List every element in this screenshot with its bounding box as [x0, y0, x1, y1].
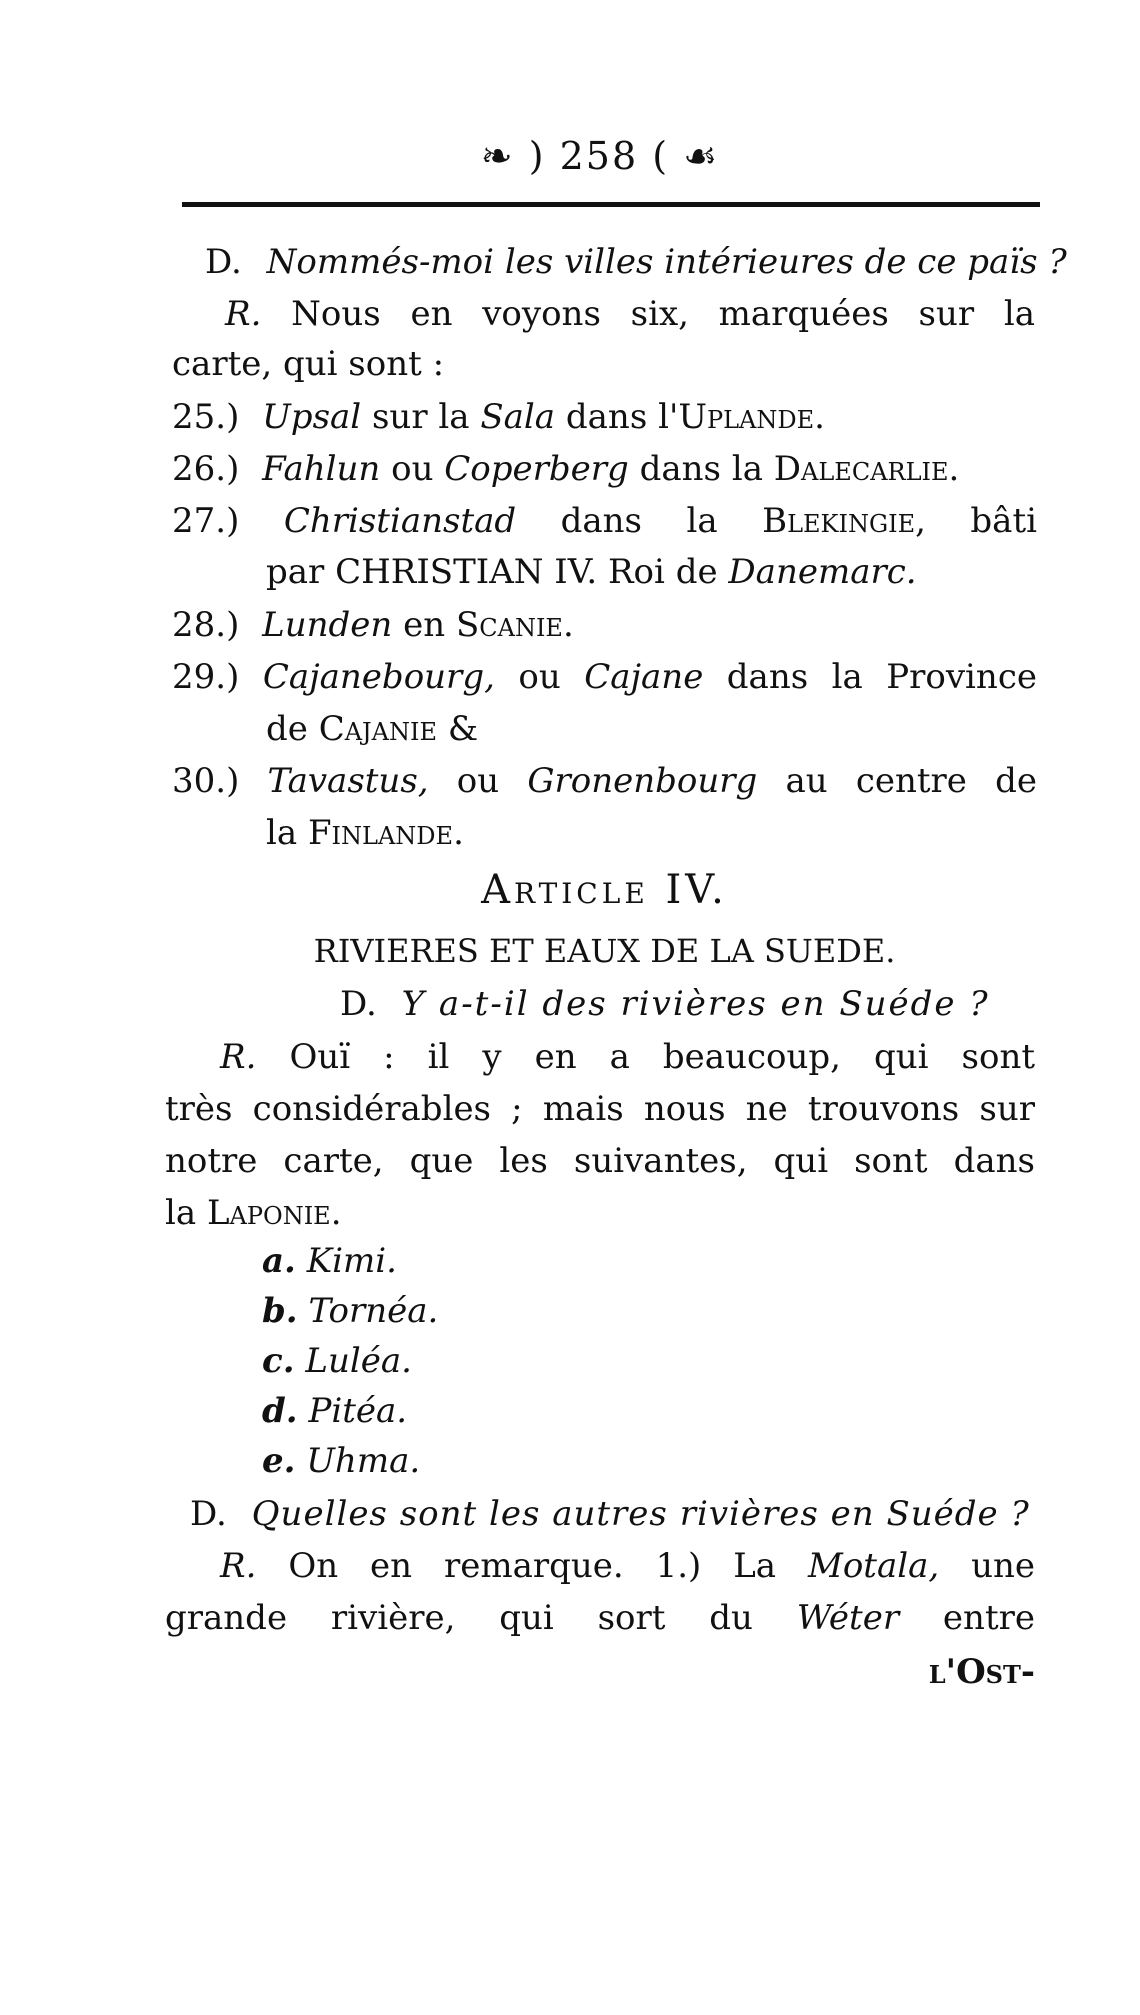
list-item: 29.) Cajanebourg, ou Cajane dans la Province	[172, 657, 1037, 697]
list-item-continuation: la Finlande.	[266, 813, 464, 853]
list-item: b. Tornéa.	[262, 1291, 439, 1331]
list-item: d. Pitéa.	[262, 1391, 408, 1431]
answer-3-line-1: R. On en remarque. 1.) La Motala, une	[220, 1546, 1036, 1586]
answer-2-line-4: la Laponie.	[165, 1193, 342, 1233]
question-1: D. Nommés-moi les villes intérieures de ce païs ?	[205, 242, 1067, 282]
list-item: 30.) Tavastus, ou Gronenbourg au centre de	[172, 761, 1037, 801]
running-header: ❧ ) 258 ( ☙	[480, 134, 720, 178]
answer-3-line-2: grande rivière, qui sort du Wéter entre	[165, 1598, 1035, 1638]
ornament-right-icon: ☙	[683, 134, 720, 178]
list-item: a. Kimi.	[262, 1241, 397, 1281]
answer-1-line-2: carte, qui sont :	[172, 344, 445, 384]
answer-1-line-1: R. Nous en voyons six, marquées sur la	[225, 294, 1035, 334]
article-title: Article IV.	[481, 867, 728, 913]
list-item: c. Luléa.	[262, 1341, 412, 1381]
article-subtitle: RIVIERES ET EAUX DE LA SUEDE.	[313, 932, 896, 970]
list-item: 25.) Upsal sur la Sala dans l'Uplande.	[172, 397, 825, 437]
ornament-left-icon: ❧	[480, 134, 515, 178]
list-item-continuation: par CHRISTIAN IV. Roi de Danemarc.	[266, 552, 917, 592]
list-item: 26.) Fahlun ou Coperberg dans la Dalecarlie.	[172, 449, 960, 489]
list-item: 27.) Christianstad dans la Blekingie, bâti	[172, 501, 1037, 541]
answer-2-line-3: notre carte, que les suivantes, qui sont dans	[165, 1141, 1035, 1181]
page-number: 258	[559, 134, 639, 178]
question-3: D. Quelles sont les autres rivières en Suéde ?	[190, 1494, 1030, 1534]
catchword: l'Ost-	[928, 1652, 1035, 1692]
header-rule	[182, 202, 1040, 207]
answer-2-line-2: très considérables ; mais nous ne trouvons sur	[165, 1089, 1035, 1129]
list-item: e. Uhma.	[262, 1441, 421, 1481]
list-item: 28.) Lunden en Scanie.	[172, 605, 574, 645]
answer-2-line-1: R. Ouï : il y en a beaucoup, qui sont	[220, 1037, 1036, 1077]
list-item-continuation: de Cajanie &	[266, 709, 479, 749]
question-2: D. Y a-t-il des rivières en Suéde ?	[340, 984, 990, 1024]
